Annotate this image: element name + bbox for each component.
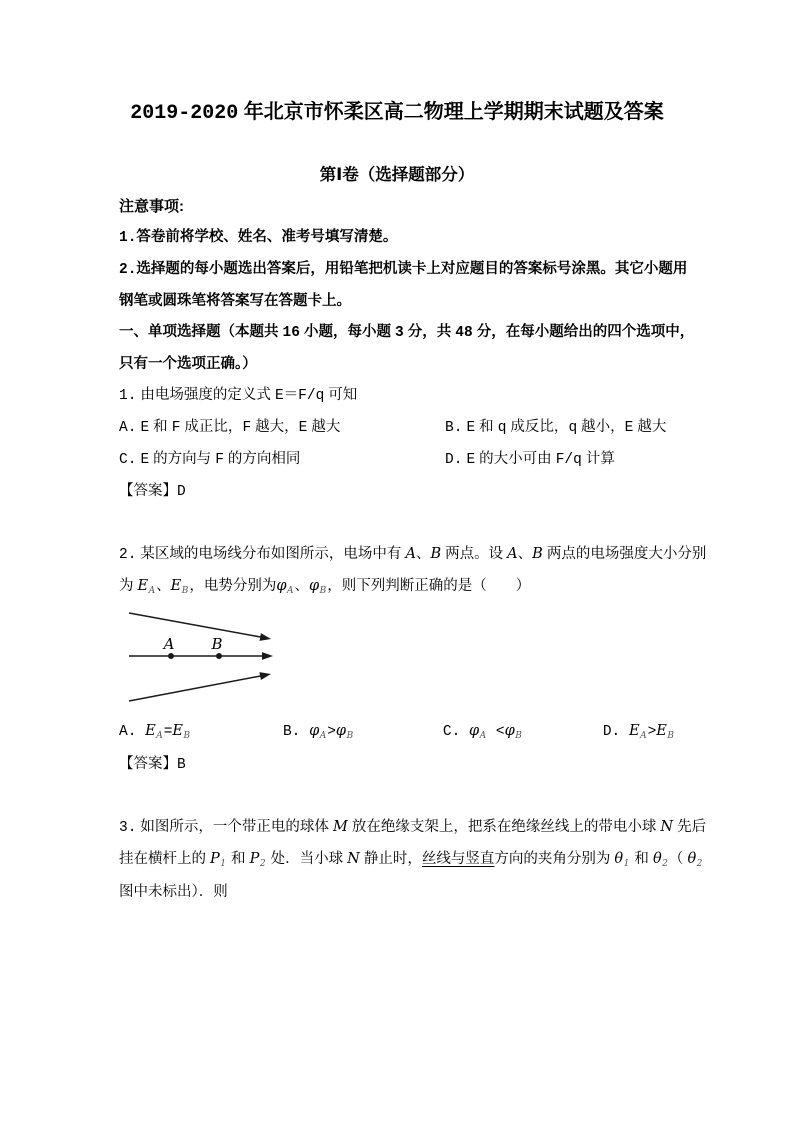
q3-stem-line-2: 挂在横杆上的 $P_1$ 和 $P_2$ 处．当小球 N 静止时，丝线与竖直方向的夹角分别为 $\theta_1$ 和 $\theta_2$（ $\theta_2$ <box>119 851 703 869</box>
field-line-top-arrowhead <box>260 633 272 641</box>
q1-option-d: D. E 的大小可由 F/q 计算 <box>445 451 615 468</box>
notice-line-2: 2.选择题的每小题选出答案后，用铅笔把机读卡上对应题目的答案标号涂黑。其它小题用 <box>119 261 688 278</box>
point-b-dot <box>216 653 222 659</box>
notice-line-3: 钢笔或圆珠笔将答案写在答题卡上。 <box>119 293 351 309</box>
section-one-heading-line-2: 只有一个选项正确。） <box>119 356 257 372</box>
blank-line <box>119 129 675 160</box>
q2-figure <box>119 604 675 716</box>
field-line-middle-arrowhead <box>262 652 273 660</box>
q1-options-row-2 <box>119 444 675 476</box>
q1-option-c: C. E 的方向与 F 的方向相同 <box>119 451 301 468</box>
notice-line-1: 1.答卷前将学校、姓名、准考号填写清楚。 <box>119 229 398 246</box>
q1-option-b: B. E 和 q 成反比，q 越小，E 越大 <box>445 419 667 436</box>
field-line-bottom-arrowhead <box>259 672 271 680</box>
q2-option-b: B. $\varphi_A>\varphi_B$ <box>282 723 354 741</box>
q2-stem-line-2: 为 $E_A$、$E_B$，电势分别为$\varphi_A$、$\varphi_B$，则下列判断正确的是（ ） <box>119 578 531 596</box>
point-b-label: B <box>211 635 223 653</box>
q1-options-row-1 <box>119 412 675 444</box>
q2-options-row <box>119 716 675 749</box>
blank-line <box>119 781 675 812</box>
q1-stem: 1. 由电场强度的定义式 E＝F/q 可知 <box>119 387 358 404</box>
blank-line <box>119 508 675 539</box>
q2-stem-line-1: 2. 某区域的电场线分布如图所示，电场中有 A、B 两点。设 A、B 两点的电场强度大小分别 <box>119 546 707 563</box>
notice-heading: 注意事项: <box>119 198 184 215</box>
point-a-label: A <box>163 635 175 653</box>
q2-option-a: A. $E_A=E_B$ <box>119 723 191 741</box>
q1-answer: 【答案】D <box>119 483 186 500</box>
q3-stem-line-3: 图中未标出）．则 <box>119 884 228 900</box>
page-title: 2019-2020 年北京市怀柔区高二物理上学期期末试题及答案 <box>130 101 664 125</box>
q3-stem-line-1: 3. 如图所示，一个带正电的球体 M 放在绝缘支架上，把系在绝缘丝线上的带电小球 N 先后 <box>119 819 707 836</box>
section-one-heading-line-1: 一、单项选择题（本题共 16 小题，每小题 3 分，共 48 分，在每小题给出的四个选项中， <box>119 324 695 341</box>
volume-heading: 第Ⅰ卷（选择题部分） <box>319 166 475 184</box>
q1-option-a: A. E 和 F 成正比，F 越大，E 越大 <box>119 419 341 436</box>
q2-option-c: C. $\varphi_A <\varphi_B$ <box>442 723 522 741</box>
field-line-bottom <box>129 676 261 701</box>
q2-option-d: D. $E_A>E_B$ <box>602 723 674 741</box>
q2-answer: 【答案】B <box>119 756 186 773</box>
field-line-top <box>129 613 261 637</box>
q2-field-lines-diagram <box>121 604 371 716</box>
point-a-dot <box>168 653 174 659</box>
